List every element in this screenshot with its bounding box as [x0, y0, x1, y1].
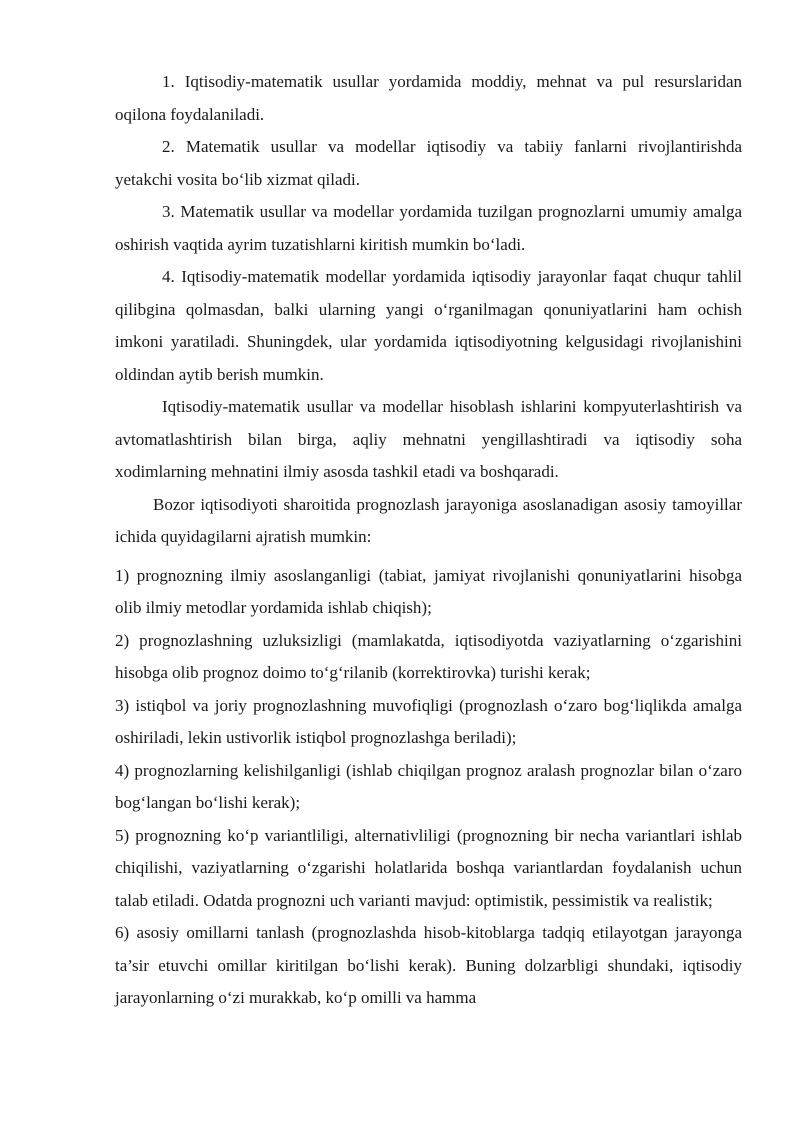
list-item-5: 5) prognozning ko‘p variantliligi, alternativliligi (prognozning bir necha variantlari ishlab chiqilishi, vaziyatlarning o‘zgarishi holatlarida boshqa variantlardan foydalanish uchun talab etiladi. Odatda prognozni uch varianti mavjud: optimistik, pessimistik va realistik;	[115, 825, 742, 910]
paragraph-4: 4. Iqtisodiy-matematik modellar yordamida iqtisodiy jarayonlar faqat chuqur tahlil qilibgina qolmasdan, balki ularning yangi o‘rganilmagan qonuniyatlarini ham ochish imkoni yaratiladi. Shuningdek, ular yordamida iqtisodiyotning kelgusidagi rivojlanishini oldindan aytib berish mumkin.	[115, 267, 742, 384]
paragraph-1: 1. Iqtisodiy-matematik usullar yordamida moddiy, mehnat va pul resurslaridan oqilona foydalaniladi.	[115, 72, 742, 124]
list-item-4: 4) prognozlarning kelishilganligi (ishlab chiqilgan prognoz aralash prognozlar bilan o‘zaro bog‘langan bo‘lishi kerak);	[115, 760, 742, 812]
paragraph-3: 3. Matematik usullar va modellar yordamida tuzilgan prognozlarni umumiy amalga oshirish vaqtida ayrim tuzatishlarni kiritish mumkin bo‘ladi.	[115, 202, 742, 254]
paragraph-2: 2. Matematik usullar va modellar iqtisodiy va tabiiy fanlarni rivojlantirishda yetakchi vosita bo‘lib xizmat qiladi.	[115, 137, 742, 189]
list-item-1: 1) prognozning ilmiy asoslanganligi (tabiat, jamiyat rivojlanishi qonuniyatlarini hisobga olib ilmiy metodlar yordamida ishlab chiqish);	[115, 565, 742, 617]
body-text	[115, 66, 742, 1015]
list-item-3: 3) istiqbol va joriy prognozlashning muvofiqligi (prognozlash o‘zaro bog‘liqlikda amalga oshiriladi, lekin ustivorlik istiqbol prognozlashga beriladi);	[115, 695, 742, 747]
paragraph-6: Bozor iqtisodiyoti sharoitida prognozlash jarayoniga asoslanadigan asosiy tamoyillar ichida quyidagilarni ajratish mumkin:	[115, 494, 742, 546]
list-item-6: 6) asosiy omillarni tanlash (prognozlashda hisob-kitoblarga tadqiq etilayotgan jarayonga ta’sir etuvchi omillar kiritilgan bo‘lishi kerak). Buning dolzarbligi shundaki, iqtisodiy jarayonlarning o‘zi murakkab, ko‘p omilli va hamma	[115, 923, 742, 1007]
paragraph-5: Iqtisodiy-matematik usullar va modellar hisoblash ishlarini kompyuterlashtirish va avtomatlashtirish bilan birga, aqliy mehnatni yengillashtiradi va iqtisodiy soha xodimlarning mehnatini ilmiy asosda tashkil etadi va boshqaradi.	[115, 397, 742, 481]
list-item-2: 2) prognozlashning uzluksizligi (mamlakatda, iqtisodiyotda vaziyatlarning o‘zgarishini hisobga olib prognoz doimo to‘g‘rilanib (korrektirovka) turishi kerak;	[115, 630, 742, 682]
